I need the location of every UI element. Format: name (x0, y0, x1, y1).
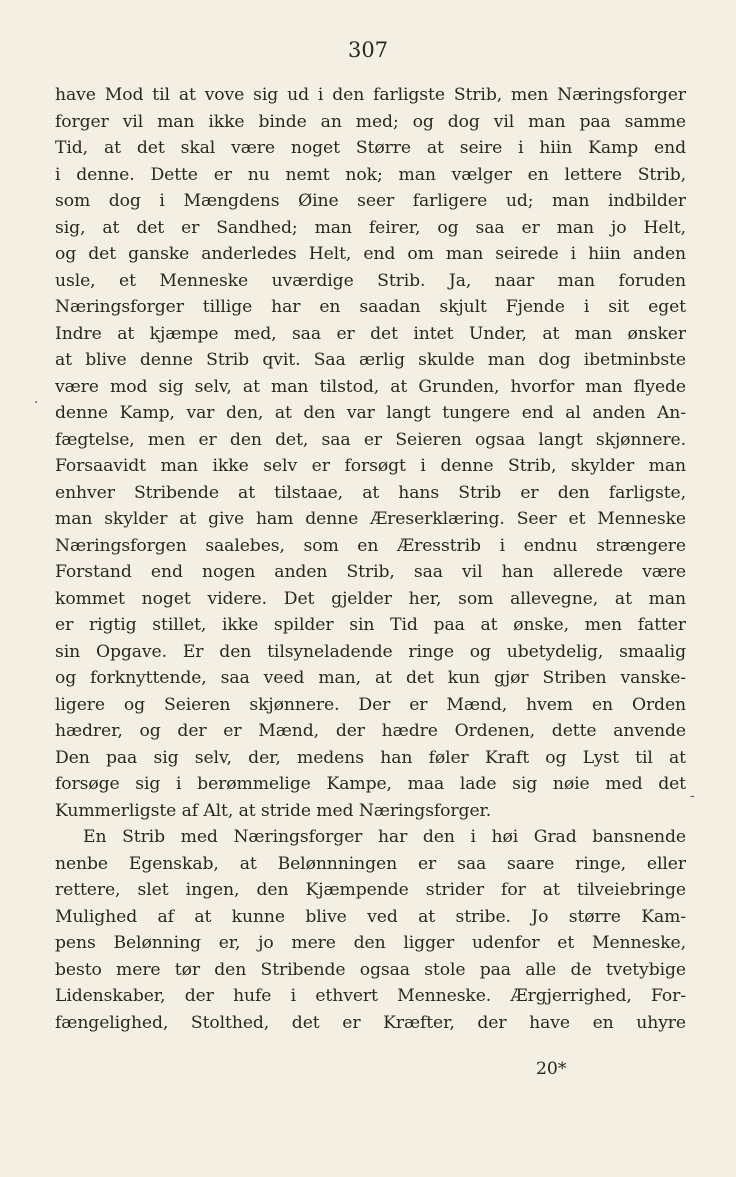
text-line: kommet noget videre. Det gjelder her, som allevegne, at man (55, 588, 686, 609)
text-line: denne Kamp, var den, at den var langt tungere end al anden An- (55, 403, 686, 423)
text-line: Forstand end nogen anden Strib, saa vil han allerede være (55, 562, 686, 582)
text-line: nenbe Egenskab, at Belønnningen er saa saare ringe, eller (55, 853, 686, 874)
text-line: forger vil man ikke binde an med; og dog vil man paa samme (55, 111, 686, 132)
body-text (55, 82, 686, 1036)
text-line: sin Opgave. Er den tilsyneladende ringe og ubetydelig, smaalig (55, 641, 686, 662)
text-line: Næringsforgen saalebes, som en Æresstrib i endnu strængere (55, 535, 686, 556)
page-number: 307 (347, 38, 389, 62)
text-line: usle, et Menneske uværdige Strib. Ja, naar man foruden (55, 270, 686, 291)
text-line: forsøge sig i berømmelige Kampe, maa lade sig nøie med det (55, 774, 686, 794)
text-line: sig, at det er Sandhed; man feirer, og saa er man jo Helt, (55, 217, 686, 238)
text-line: fængelighed, Stolthed, det er Kræfter, der have en uhyre (55, 1012, 686, 1033)
text-line: have Mod til at vove sig ud i den farligste Strib, men Næringsforger (55, 85, 686, 105)
text-line: Forsaavidt man ikke selv er forsøgt i denne Strib, skylder man (55, 456, 686, 476)
text-line: og det ganske anderledes Helt, end om man seirede i hiin anden (55, 244, 686, 264)
margin-dot: · (34, 395, 39, 411)
text-line: En Strib med Næringsforger har den i høi Grad bansnende (83, 827, 686, 847)
text-line: som dog i Mængdens Øine seer farligere ud; man indbilder (55, 191, 686, 211)
text-line: enhver Stribende at tilstaae, at hans Strib er den farligste, (55, 482, 686, 503)
text-line: Kummerligste af Alt, at stride med Næringsforger. (55, 800, 492, 821)
text-line: ligere og Seieren skjønnere. Der er Mænd, hvem en Orden (55, 694, 686, 715)
text-line: i denne. Dette er nu nemt nok; man vælger en lettere Strib, (55, 164, 686, 185)
text-line: besto mere tør den Stribende ogsaa stole paa alle de tvetybige (55, 959, 686, 980)
text-line: fægtelse, men er den det, saa er Seieren ogsaa langt skjønnere. (55, 429, 686, 450)
text-line: Lidenskaber, der hufe i ethvert Menneske. Ærgjerrighed, For- (55, 986, 686, 1006)
margin-dash: - (690, 788, 695, 804)
text-line: være mod sig selv, at man tilstod, at Grunden, hvorfor man flyede (55, 376, 686, 397)
text-line: Mulighed af at kunne blive ved at stribe. Jo større Kam- (55, 906, 686, 927)
text-line: hædrer, og der er Mænd, der hædre Ordenen, dette anvende (55, 721, 686, 741)
text-line: pens Belønning er, jo mere den ligger udenfor et Menneske, (55, 933, 686, 953)
text-line: rettere, slet ingen, den Kjæmpende strider for at tilveiebringe (55, 880, 686, 900)
text-line: Tid, at det skal være noget Større at seire i hiin Kamp end (55, 138, 686, 158)
text-line: Den paa sig selv, der, medens han føler Kraft og Lyst til at (55, 747, 686, 768)
signature-mark: 20* (536, 1059, 567, 1079)
text-line: er rigtig stillet, ikke spilder sin Tid paa at ønske, men fatter (55, 615, 686, 635)
text-line: at blive denne Strib qvit. Saa ærlig skulde man dog ibetminbste (55, 350, 686, 370)
text-line: og forknyttende, saa veed man, at det kun gjør Striben vanske- (55, 668, 686, 688)
text-line: Indre at kjæmpe med, saa er det intet Under, at man ønsker (55, 323, 686, 344)
text-line: Næringsforger tillige har en saadan skjult Fjende i sit eget (55, 297, 686, 317)
text-line: man skylder at give ham denne Æreserklæring. Seer et Menneske (55, 509, 686, 529)
